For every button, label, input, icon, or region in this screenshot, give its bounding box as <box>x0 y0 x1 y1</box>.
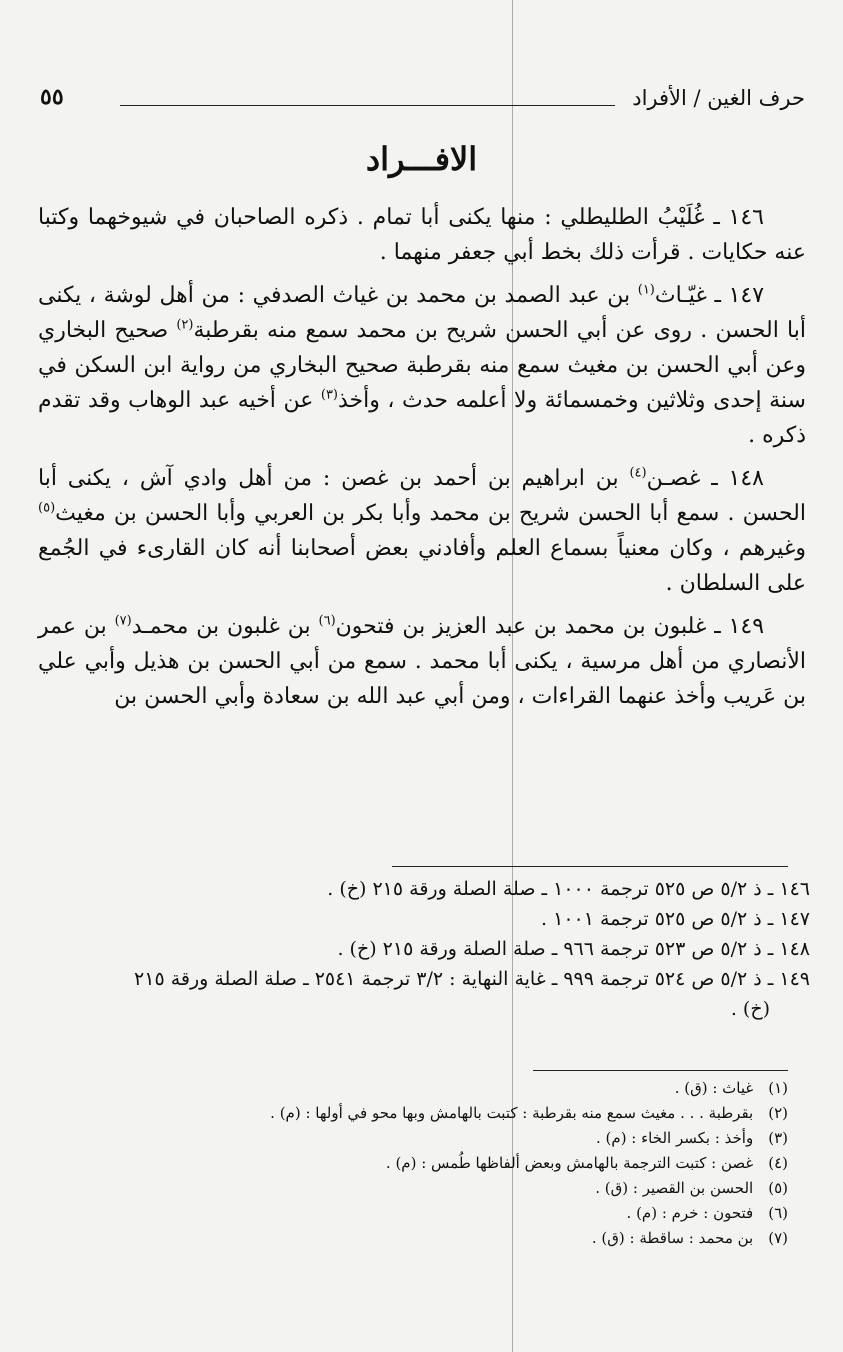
footnote-number: (٧) <box>768 1229 788 1247</box>
footnote <box>300 1151 788 1176</box>
entry-text: بن عمر الأنصاري من أهل مرسية ، يكنى أبا محمد . سمع من أبي الحسن بن هذيل وأبي علي بن عَريب وأخذ عنهما القراءات ، ومن أبي عبد الله بن سعادة وأبي الحسن بن <box>38 614 806 709</box>
footnote-number: (١) <box>768 1079 788 1097</box>
footnotes-rule <box>533 1070 788 1071</box>
entry-149 <box>38 609 806 714</box>
footnote-text: بقرطبة . . . مغيث سمع منه بقرطبة : كتبت بالهامش وبها محو في أولها : (م) . <box>270 1104 754 1122</box>
entry-text: ١٤٨ ـ غصـن <box>646 466 764 491</box>
footnote-marker: (٢) <box>176 317 194 333</box>
entry-text: بن عبد الصمد بن محمد بن غياث الصدفي : من أهل لوشة ، يكنى أبا الحسن . روى عن أبي الحسن شريح بن محمد سمع منه بقرطبة <box>38 283 806 343</box>
page-number: ٥٥ <box>40 84 64 110</box>
footnote <box>300 1126 788 1151</box>
footnote-marker: (٣) <box>320 387 338 403</box>
entry-148 <box>38 461 806 601</box>
footnote-marker: (١) <box>637 282 655 298</box>
running-title: حرف الغين / الأفراد <box>632 86 805 110</box>
footnote <box>270 1101 788 1126</box>
entry-text: ١٤٩ ـ غلبون بن محمد بن عبد العزيز بن فتحون <box>335 614 765 639</box>
sources-rule <box>392 866 788 867</box>
footnote <box>300 1176 788 1201</box>
source-line: ١٤٦ ـ ذ ٥/٢ ص ٥٢٥ ترجمة ١٠٠٠ ـ صلة الصلة ورقة ٢١٥ (خ) . <box>327 878 810 900</box>
entry-147 <box>38 278 806 453</box>
entry-146 <box>38 200 806 270</box>
entry-text: ١٤٦ ـ غُلَيْبُ الطليطلي : منها يكنى أبا تمام . ذكره الصاحبان في شيوخهما وكتبا عنه حكايات . قرأت ذلك بخط أبي جعفر منهما . <box>38 205 806 265</box>
entry-text: صحيح البخاري وعن أبي الحسن بن مغيث سمع منه بقرطبة صحيح البخاري من رواية ابن السكن في سنة إحدى وثلاثين وخمسمائة ولا أعلمه حدث ، وأخذ <box>38 318 806 413</box>
footnote-text: غياث : (ق) . <box>674 1079 754 1097</box>
section-heading: الافـــراد <box>365 140 478 178</box>
footnote <box>300 1201 788 1226</box>
footnote-number: (٥) <box>768 1179 788 1197</box>
footnote <box>300 1226 788 1251</box>
footnote-marker: (٧) <box>114 613 132 629</box>
source-line: ١٤٩ ـ ذ ٥/٢ ص ٥٢٤ ترجمة ٩٩٩ ـ غاية النهاية : ٣/٢ ترجمة ٢٥٤١ ـ صلة الصلة ورقة ٢١٥ <box>134 968 810 990</box>
entry-text: وغيرهم ، وكان معنياً بسماع العلم وأفادني بعض أصحابنا أنه كان القارىء في الجُمع على السلطان . <box>38 536 806 596</box>
footnote-marker: (٥) <box>38 500 56 516</box>
footnote-number: (٣) <box>768 1129 788 1147</box>
source-line: ١٤٨ ـ ذ ٥/٢ ص ٥٢٣ ترجمة ٩٦٦ ـ صلة الصلة ورقة ٢١٥ (خ) . <box>337 938 810 960</box>
footnote-marker: (٤) <box>629 465 647 481</box>
entry-text: بن غلبون بن محمـد <box>131 614 319 639</box>
source-line-continuation: (خ) . <box>730 998 770 1020</box>
entry-text: ١٤٧ ـ غيّـاث <box>654 283 765 308</box>
running-header <box>40 84 805 114</box>
footnote-number: (٤) <box>768 1154 788 1172</box>
footnote-marker: (٦) <box>318 613 336 629</box>
entry-text: بن ابراهيم بن أحمد بن غصن : من أهل وادي آش ، يكنى أبا الحسن . سمع أبا الحسن شريح بن محمد وأبا بكر بن العربي وأبا الحسن بن مغيث <box>38 466 806 526</box>
footnote-text: الحسن بن القصير : (ق) . <box>595 1179 754 1197</box>
footnotes-block <box>270 1076 788 1251</box>
footnote-number: (٦) <box>768 1204 788 1222</box>
footnote-text: بن محمد : ساقطة : (ق) . <box>591 1229 754 1247</box>
footnote-text: فتحون : خرم : (م) . <box>626 1204 754 1222</box>
main-text <box>38 200 806 722</box>
entry-text: عن أخيه عبد الوهاب وقد تقدم ذكره . <box>38 388 806 448</box>
sources-block <box>32 874 810 1024</box>
source-line: ١٤٧ ـ ذ ٥/٢ ص ٥٢٥ ترجمة ١٠٠١ . <box>541 908 810 930</box>
footnote <box>300 1076 788 1101</box>
footnote-text: غصن : كتبت الترجمة بالهامش وبعض ألفاظها طُمس : (م) . <box>385 1154 754 1172</box>
footnote-text: وأخذ : بكسر الخاء : (م) . <box>596 1129 754 1147</box>
header-rule <box>120 105 615 106</box>
footnote-number: (٢) <box>768 1104 788 1122</box>
